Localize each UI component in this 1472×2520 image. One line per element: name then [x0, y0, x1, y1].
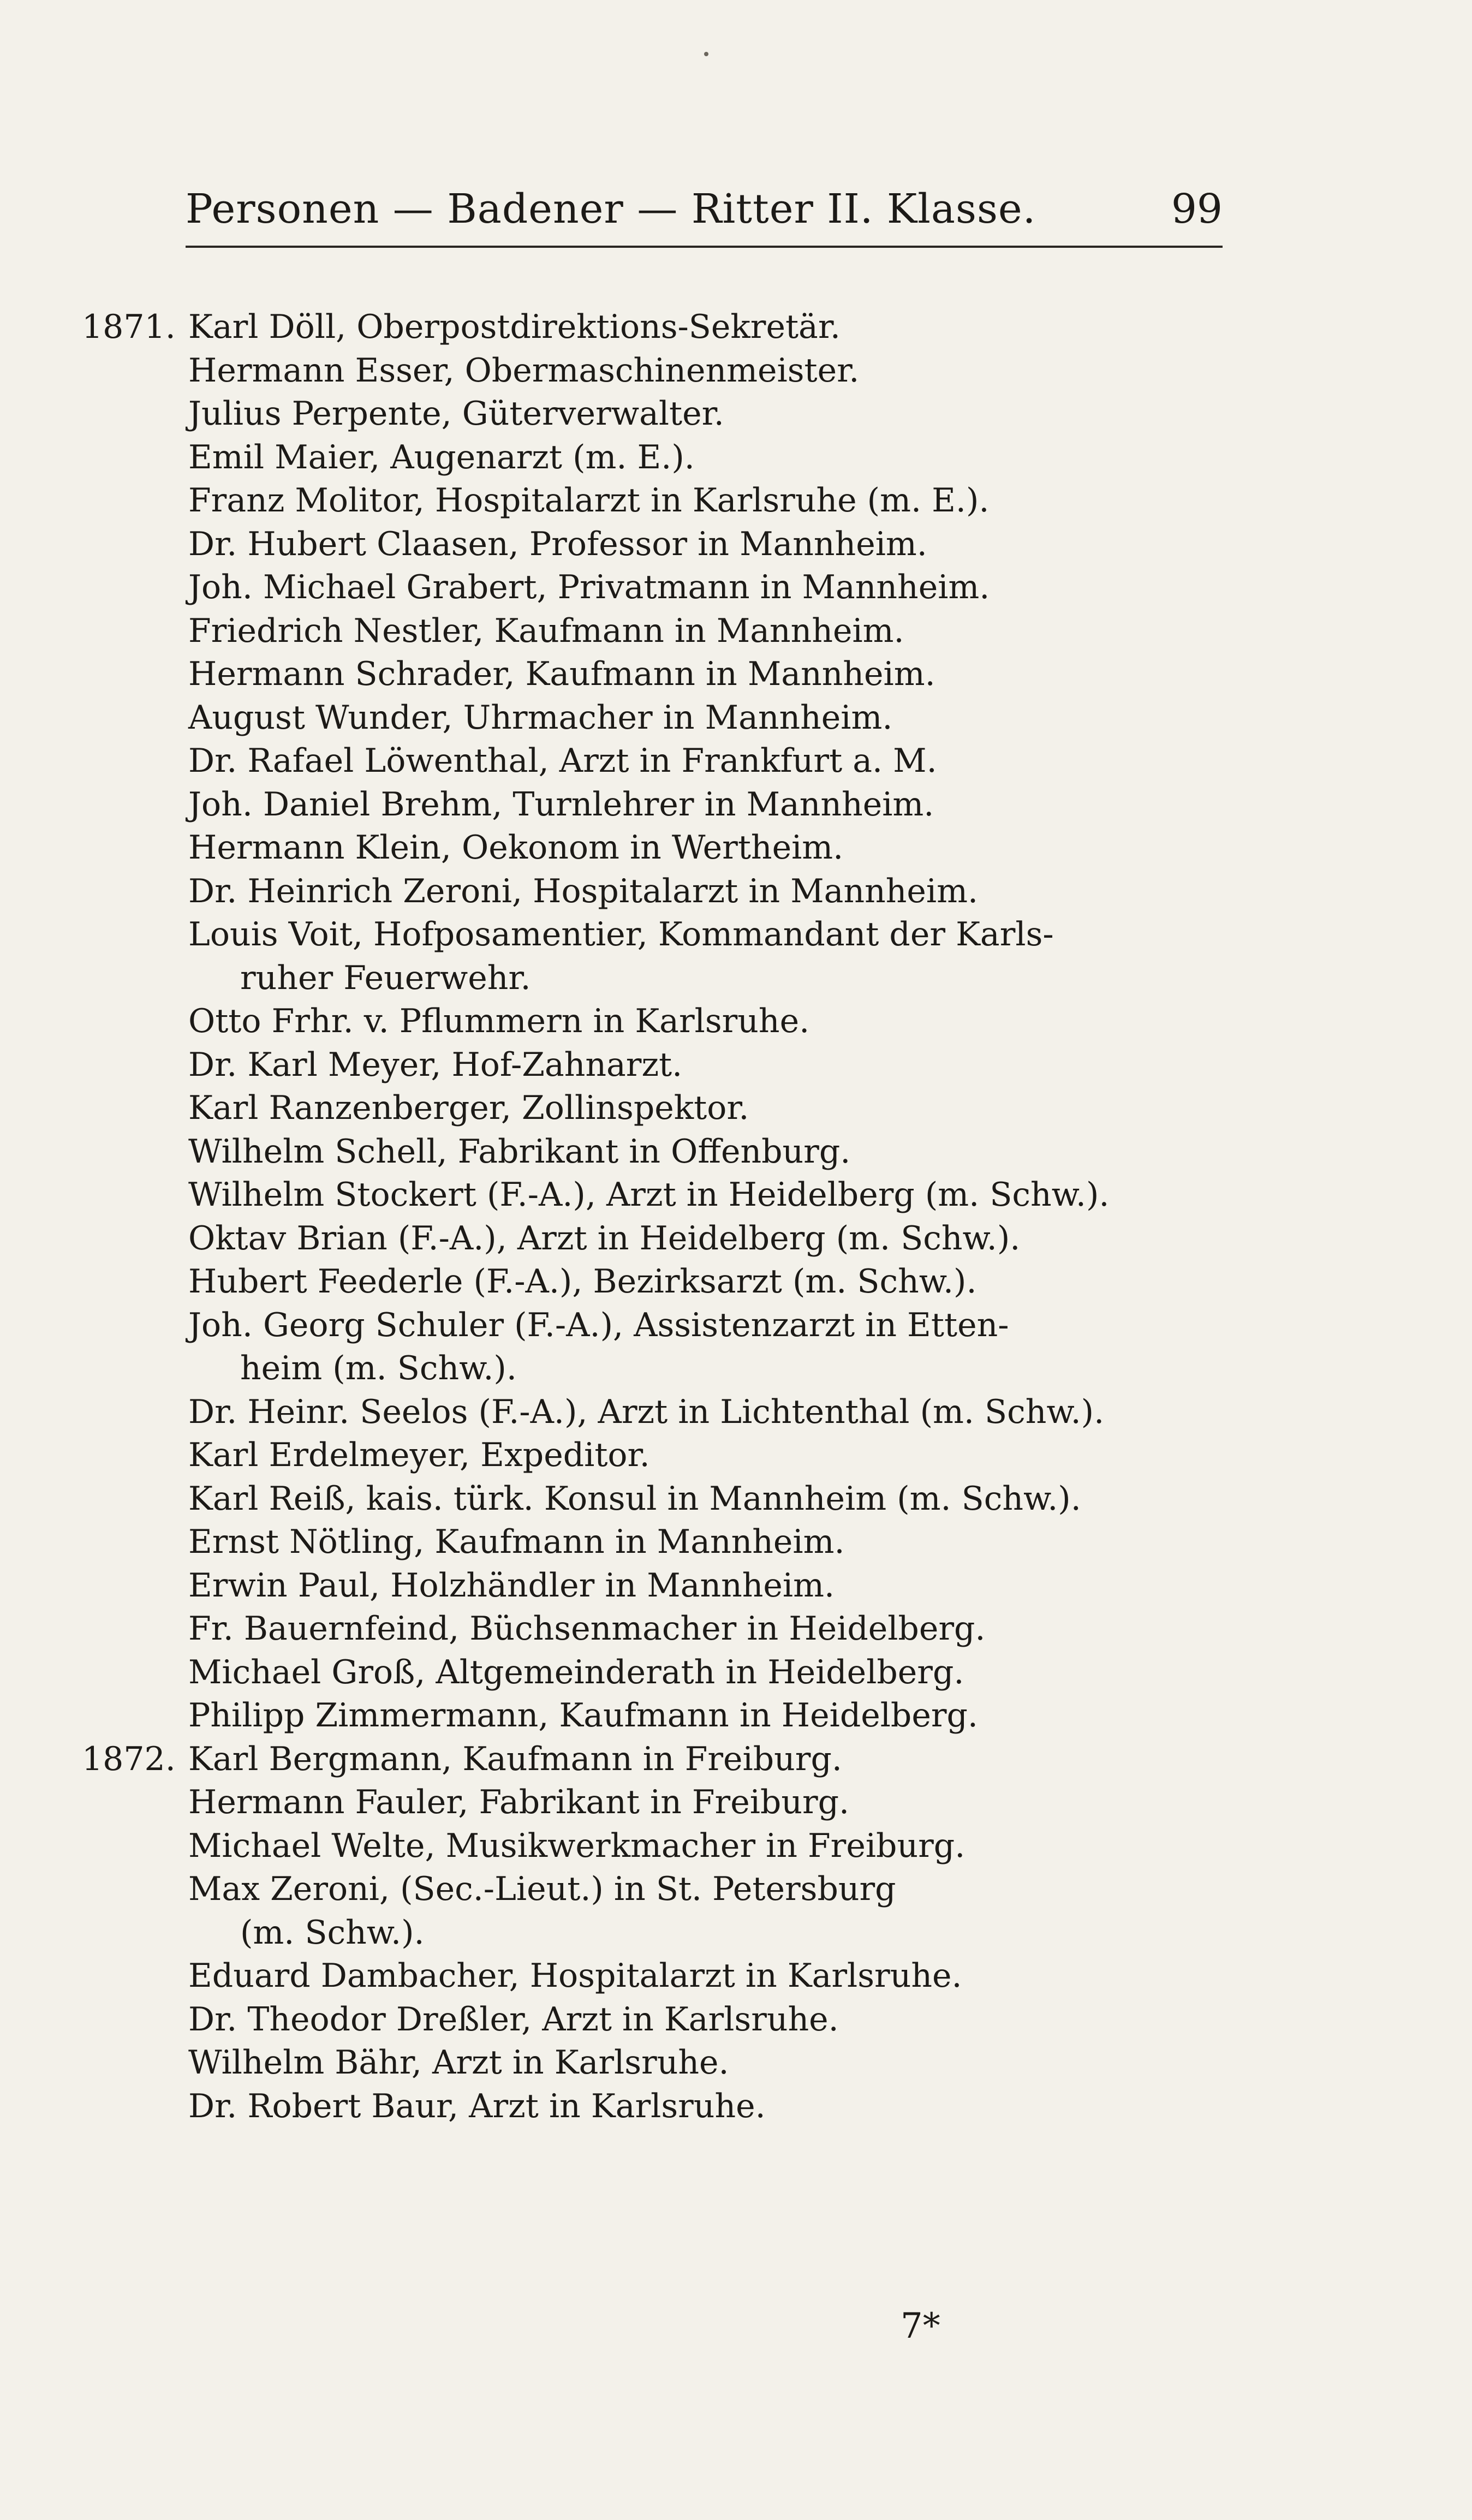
entry-line [82, 1000, 1223, 1044]
entry-line [82, 653, 1223, 696]
entry-text: Dr. Karl Meyer, Hof-Zahnarzt. [188, 1045, 683, 1084]
entry-line [82, 2085, 1223, 2129]
entry-line [82, 392, 1223, 436]
entry-text: Fr. Bauernfeind, Büchsenmacher in Heidelberg. [188, 1610, 986, 1648]
entry-text: Julius Perpente, Güterverwalter. [188, 395, 724, 433]
entry-line [82, 349, 1223, 393]
entry-text: Dr. Hubert Claasen, Professor in Mannheim. [188, 525, 927, 563]
entry-text: Hermann Esser, Obermaschinenmeister. [188, 351, 860, 390]
entry-line [82, 1998, 1223, 2042]
entry-line [82, 1955, 1223, 1998]
entry-list [82, 306, 1223, 2128]
signature-mark: 7* [901, 2306, 940, 2346]
entry-text: Dr. Robert Baur, Arzt in Karlsruhe. [188, 2087, 766, 2125]
entry-text: Hermann Fauler, Fabrikant in Freiburg. [188, 1783, 850, 1821]
entry-line [82, 1911, 1223, 1955]
entry-line [82, 740, 1223, 783]
entry-continuation: (m. Schw.). [240, 1913, 425, 1952]
entry-text: Dr. Rafael Löwenthal, Arzt in Frankfurt a. M. [188, 742, 937, 780]
entry-line [82, 1130, 1223, 1174]
entry-line [82, 566, 1223, 610]
entry-line [82, 826, 1223, 870]
entry-text: Hermann Klein, Oekonom in Wertheim. [188, 829, 844, 867]
entry-text: Karl Ranzenberger, Zollinspektor. [188, 1089, 749, 1127]
entry-line [82, 523, 1223, 567]
entry-line [82, 1868, 1223, 1911]
entry-text: Franz Molitor, Hospitalarzt in Karlsruhe (m. E.). [188, 481, 990, 520]
entry-line [82, 1173, 1223, 1217]
year-label: 1872. [82, 1739, 176, 1778]
entry-text: Karl Reiß, kais. türk. Konsul in Mannheim (m. Schw.). [188, 1479, 1081, 1518]
entry-text: Friedrich Nestler, Kaufmann in Mannheim. [188, 611, 904, 650]
entry-text: Hubert Feederle (F.-A.), Bezirksarzt (m. Schw.). [188, 1262, 977, 1301]
print-speck [704, 52, 708, 56]
entry-line [82, 1825, 1223, 1868]
entry-text: Wilhelm Stockert (F.-A.), Arzt in Heidelberg (m. Schw.). [188, 1176, 1110, 1214]
entry-line [82, 1478, 1223, 1521]
entry-continuation: ruher Feuerwehr. [240, 958, 531, 997]
entry-text: Karl Bergmann, Kaufmann in Freiburg. [188, 1739, 842, 1778]
entry-text: August Wunder, Uhrmacher in Mannheim. [188, 698, 893, 737]
entry-line [82, 306, 1223, 349]
entry-text: Otto Frhr. v. Pflummern in Karlsruhe. [188, 1002, 810, 1040]
entry-line [82, 479, 1223, 523]
entry-line [82, 1521, 1223, 1564]
entry-text: Emil Maier, Augenarzt (m. E.). [188, 438, 695, 476]
entry-text: Wilhelm Schell, Fabrikant in Offenburg. [188, 1132, 851, 1171]
header-title: Personen — Badener — Ritter II. Klasse. [186, 186, 1036, 233]
entry-text: Ernst Nötling, Kaufmann in Mannheim. [188, 1523, 845, 1561]
entry-line [82, 1044, 1223, 1087]
entry-text: Joh. Michael Grabert, Privatmann in Mannheim. [188, 568, 990, 606]
entry-text: Philipp Zimmermann, Kaufmann in Heidelberg. [188, 1696, 979, 1735]
entry-text: Joh. Daniel Brehm, Turnlehrer in Mannheim. [188, 785, 934, 824]
entry-line [82, 436, 1223, 480]
header-rule [186, 246, 1223, 248]
entry-line [82, 1304, 1223, 1348]
entry-text: Michael Groß, Altgemeinderath in Heidelberg. [188, 1653, 964, 1691]
entry-line [82, 783, 1223, 827]
entry-text: Karl Döll, Oberpostdirektions-Sekretär. [188, 308, 841, 346]
entry-continuation: heim (m. Schw.). [240, 1349, 517, 1387]
page-number: 99 [1171, 186, 1223, 233]
entry-line [82, 1781, 1223, 1825]
entry-line [82, 1391, 1223, 1434]
entry-line [82, 1217, 1223, 1261]
entry-line [82, 1694, 1223, 1738]
entry-text: Karl Erdelmeyer, Expeditor. [188, 1436, 650, 1474]
entry-line [82, 1651, 1223, 1695]
entry-text: Wilhelm Bähr, Arzt in Karlsruhe. [188, 2044, 729, 2082]
entry-line [82, 1087, 1223, 1130]
entry-text: Dr. Theodor Dreßler, Arzt in Karlsruhe. [188, 2000, 839, 2039]
entry-text: Oktav Brian (F.-A.), Arzt in Heidelberg (m. Schw.). [188, 1219, 1021, 1258]
entry-text: Michael Welte, Musikwerkmacher in Freiburg. [188, 1826, 966, 1865]
entry-text: Hermann Schrader, Kaufmann in Mannheim. [188, 655, 935, 693]
entry-line [82, 1564, 1223, 1608]
entry-line [82, 957, 1223, 1000]
entry-line [82, 913, 1223, 957]
running-header [186, 180, 1223, 240]
entry-line [82, 870, 1223, 914]
entry-line [82, 1260, 1223, 1304]
entry-text: Dr. Heinr. Seelos (F.-A.), Arzt in Lichtenthal (m. Schw.). [188, 1392, 1105, 1431]
entry-line [82, 1347, 1223, 1391]
entry-text: Erwin Paul, Holzhändler in Mannheim. [188, 1566, 835, 1605]
entry-text: Dr. Heinrich Zeroni, Hospitalarzt in Mannheim. [188, 872, 979, 910]
entry-line [82, 1434, 1223, 1478]
entry-line [82, 610, 1223, 653]
entry-text: Joh. Georg Schuler (F.-A.), Assistenzarzt in Etten- [188, 1306, 1009, 1344]
entry-text: Max Zeroni, (Sec.-Lieut.) in St. Petersburg [188, 1870, 896, 1908]
entry-text: Louis Voit, Hofposamentier, Kommandant der Karls- [188, 915, 1054, 954]
entry-line [82, 1738, 1223, 1782]
entry-line [82, 696, 1223, 740]
year-label: 1871. [82, 308, 176, 346]
entry-text: Eduard Dambacher, Hospitalarzt in Karlsruhe. [188, 1957, 962, 1995]
entry-line [82, 2041, 1223, 2085]
entry-line [82, 1607, 1223, 1651]
